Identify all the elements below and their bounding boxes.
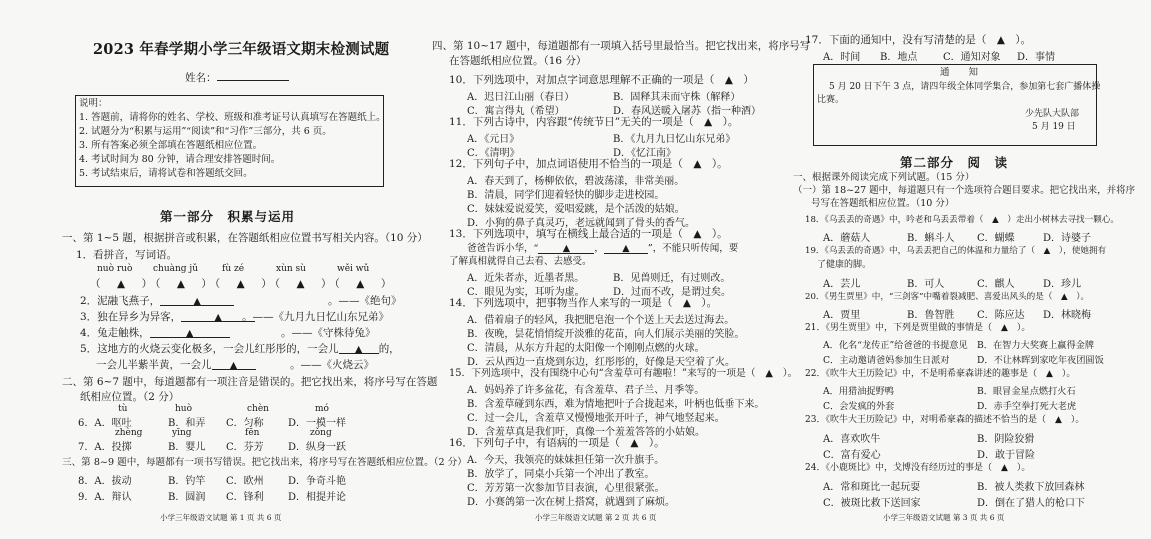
- q24-text: 24．《小鹿斑比》中，戈博没有经历过的事是（ ▲ ）。: [805, 463, 1031, 473]
- notice-body-2: 比赛。: [817, 95, 845, 105]
- notice-signature: 少先队大队部: [1025, 109, 1080, 119]
- q23-option-a: A．喜欢吹牛: [823, 434, 881, 445]
- reading-section-heading: 一、根据课外阅读完成下列试题。（15 分）: [793, 172, 975, 183]
- note-5: 5. 考试结束后，请将试卷和答题纸交回。: [79, 168, 253, 179]
- q11-option-d: D．《忆江南》: [613, 148, 677, 159]
- q19-option-d: D．珍儿: [1043, 279, 1082, 290]
- q9-option-c: C．锋利: [226, 492, 264, 503]
- q22-option-b: B．眼冒金星点燃打火石: [977, 386, 1076, 397]
- q15-option-a: A．妈妈养了许多盆花，有含羞草、君子兰、月季等。: [467, 385, 705, 396]
- q19-option-b: B．可人: [907, 279, 945, 290]
- note-1: 1. 答题前，请将你的姓名、学校、班级和准考证号认真填写在答题纸上。: [79, 112, 386, 123]
- section-2-heading: 二、第 6~7 题中，每道题都有一项注音是错误的。把它找出来，将序号写在答题: [62, 376, 438, 388]
- q16-option-d: D．小赛鸽第一次在树上搭窝，就遇到了麻烦。: [467, 497, 676, 508]
- q22-text: 22．《吹牛大王历险记》中，不是明希豪森讲述的趣事是（ ▲ ）。: [805, 369, 1076, 379]
- q3-line: 3．独在异乡为异客， ▲: [80, 311, 255, 324]
- q17-option-b: B．地点: [880, 52, 918, 63]
- q14-option-c: C．清晨，从东方升起的太阳像一个刚刚点燃的火球。: [467, 343, 705, 354]
- page-3: [785, 0, 1151, 539]
- q14-text: 14．下列选项中，把事物当作人来写的一项是（ ▲ ）。: [449, 297, 718, 309]
- q11-option-b: B．《九月九日忆山东兄弟》: [613, 134, 736, 145]
- q5-line-1: 5．这地方的火烧云变化极多，一会儿红彤彤的，一会儿 ▲ 的，: [80, 343, 400, 355]
- q6-option-a: 6．A．呕吐: [78, 418, 132, 429]
- q14-option-d: D．云从西边一直烧到东边，红彤彤的，好像是天空着了火。: [467, 357, 736, 368]
- q12-option-b: B．清晨，同学们迎着轻快的脚步走进校园。: [467, 190, 665, 201]
- q20-text: 20．《男生贾里》中，“三剑客”中嘴着裂减肥、喜爱出风头的是（ ▲ ）。: [805, 292, 1090, 302]
- q11-text: 11．下列古诗中，内容跟“传统节日”无关的一项是（ ▲ ）。: [449, 116, 739, 128]
- q10-text: 10．下列选项中，对加点字词意思理解不正确的一项是（ ▲ ）: [449, 74, 754, 86]
- q2-line: 2．泥融飞燕子， ▲: [80, 295, 234, 308]
- page-2: [415, 0, 811, 539]
- note-3: 3. 所有答案必须全部填在答题纸相应位置。: [79, 140, 263, 151]
- q9-option-d: D．相提并论: [288, 492, 347, 503]
- q1-answer-blanks: （ ▲ ）（ ▲ ）（ ▲ ）（ ▲ ）（ ▲ ）: [90, 278, 395, 290]
- q7-option-a: 7．A．投掷: [78, 442, 132, 453]
- q15-option-c: C．过一会儿，含羞草又慢慢地张开叶子，神气地竖起来。: [467, 413, 725, 424]
- q21-option-b: B．在智力大奖赛上赢得金牌: [977, 340, 1095, 351]
- q13-quote-cont: 了解真相就得自己去看、去感受。: [449, 256, 592, 267]
- part2-heading: 第二部分 阅 读: [900, 155, 1009, 170]
- q10-option-d: D．春风送暖入屠苏（指一种酒）: [613, 106, 762, 117]
- q19-option-c: C．麒人: [977, 279, 1015, 290]
- q6-pinyin-b: huò: [175, 404, 193, 414]
- q22-option-a: A．用猎油捉野鸭: [823, 386, 894, 397]
- q13-option-d: D．过而不改，是谓过矣。: [613, 287, 732, 298]
- note-2: 2. 试题分为“积累与运用”“阅读”和“习作”三部分，共 6 页。: [79, 126, 332, 137]
- reading-subsection-heading: （一）第 18~27 题中，每道题只有一个选项符合题目要求。把它找出来，并将序: [793, 185, 1136, 196]
- q22-option-c: C．会发疯的外套: [823, 401, 895, 412]
- q18-option-b: B．蝌斗人: [907, 233, 955, 244]
- q18-option-d: D．诗婆子: [1043, 233, 1092, 244]
- q5-source: 。——《火烧云》: [290, 359, 374, 371]
- q6-pinyin-d: mó: [315, 404, 329, 414]
- q17-text: 17．下面的通知中，没有写清楚的是（ ▲ ）。: [805, 34, 1032, 46]
- q18-option-c: C．蝴蝶: [977, 233, 1015, 244]
- q8-option-d: D．争奇斗艳: [288, 476, 347, 487]
- section-1-heading: 一、第 1~5 题，根据拼音或积累，在答题纸相应位置书写相关内容。（10 分）: [62, 232, 428, 244]
- q24-option-c: C．被斑比救下送回家: [823, 498, 921, 509]
- q7-pinyin-a: zhèng: [115, 428, 143, 438]
- q8-option-b: B．钓竿: [168, 476, 206, 487]
- q6-option-b: B．和弄: [168, 418, 206, 429]
- q19-text-cont: 了健康的脚。: [817, 260, 872, 270]
- q2-source: 。——《绝句》: [328, 295, 402, 307]
- q19-text: 19．《乌丢丢的奇遇》中，乌丢丢把自己的体温和力量给了（ ▲ ），使她拥有: [805, 246, 1107, 256]
- q12-option-d: D．小狗的鼻子真灵巧，老远就闻到了骨头的香气。: [467, 218, 696, 229]
- notes-head: 说明：: [79, 98, 108, 109]
- q7-option-c: C．芬芳: [226, 442, 264, 453]
- q6-option-c: C．匀称: [226, 418, 264, 429]
- q10-option-c: C．寓言得丸（希望）: [467, 106, 565, 117]
- q15-option-b: B．含羞草碰到东西，难为情地把叶子合拢起来，叶柄也低垂下来。: [467, 399, 765, 410]
- q4-line: 4．兔走触株， ▲: [80, 327, 230, 340]
- q3-source: 。——《九月九日忆山东兄弟》: [242, 311, 389, 323]
- q14-option-b: B．夜晚，昙花悄悄绽开淡雅的花苗，向人们展示美丽的笑脸。: [467, 329, 745, 340]
- q12-option-a: A．春天到了，杨柳依依，碧波荡漾，非常美丽。: [467, 176, 685, 187]
- section-2-heading-cont: 纸相应位置。（2 分）: [80, 391, 180, 403]
- q17-option-a: A．时间: [823, 52, 861, 63]
- part1-heading: 第一部分 积累与运用: [160, 209, 296, 224]
- q23-text: 23．《吹牛大王历险记》中，对明希豪森的描述不恰当的是（ ▲ ）。: [805, 415, 1085, 425]
- q12-option-c: C．妹妹爱说爱笑，爱唱爱跳，是个活泼的姑娘。: [467, 204, 685, 215]
- q6-pinyin-a: tù: [118, 404, 128, 414]
- q23-option-c: C．富有爱心: [823, 450, 881, 461]
- page-1: [0, 0, 467, 539]
- q19-option-a: A．芸儿: [823, 279, 861, 290]
- q10-option-a: A．迟日江山丽（春日）: [467, 92, 575, 103]
- q21-option-c: C．主动邀请爸妈参加生日派对: [823, 355, 950, 366]
- page-1-footer: 小学三年级语文试题 第 1 页 共 6 页: [160, 513, 282, 522]
- q18-text: 18．《乌丢丢的奇遇》中，吟老和乌丢丢带着（ ▲ ）走出小树林去寻找一颗心。: [805, 215, 1120, 225]
- q9-option-b: B．圆润: [168, 492, 206, 503]
- notice-date: 5 月 19 日: [1032, 122, 1076, 132]
- q7-pinyin-c: fēn: [245, 428, 260, 438]
- q11-option-a: A．《元日》: [467, 134, 520, 145]
- q13-quote: 爸爸告诉小华，“ ▲ ， ▲ ”，不能只听传闻，要: [467, 243, 739, 254]
- q20-option-c: C．陈应达: [977, 310, 1025, 321]
- q20-option-b: B．鲁智胜: [907, 310, 955, 321]
- q16-option-a: A．今天，我领亮的妹妹担任第一次升旗手。: [467, 455, 665, 466]
- q13-option-c: C．眼见为实，耳听为虚。: [467, 287, 585, 298]
- page-3-footer: 小学三年级语文试题 第 3 页 共 6 页: [883, 513, 1005, 522]
- q6-pinyin-c: chèn: [247, 404, 269, 414]
- q20-option-d: D．林晓梅: [1043, 310, 1092, 321]
- q18-option-a: A．蘑菇人: [823, 233, 871, 244]
- q1-text: 1．看拼音，写词语。: [76, 249, 178, 261]
- q21-text: 21．《男生贾里》中，下列是贾里做的事情是（ ▲ ）。: [805, 323, 1031, 333]
- q16-option-c: C．芳芳第一次参加节目表演，心里很紧张。: [467, 483, 665, 494]
- q8-option-a: 8．A．拔动: [78, 476, 132, 487]
- q7-pinyin-d: zǒng: [310, 428, 332, 438]
- q24-option-a: A．常和斑比一起玩耍: [823, 482, 921, 493]
- q13-option-b: B．见兽则迁，有过则改。: [613, 273, 731, 284]
- section-3-heading: 三、第 8~9 题中，每题都有一项书写错误。把它找出来，将序号写在答题纸相应位置。（2 分）: [62, 457, 467, 468]
- q14-option-a: A．借着扇子的轻风，我把肥皂泡一个个送上天去送过海去。: [467, 315, 735, 326]
- q16-option-b: B．放学了，同桌小兵第一个冲出了教室。: [467, 469, 655, 480]
- q4-source: 。——《守株待兔》: [281, 327, 376, 339]
- q7-option-b: B．婴儿: [168, 442, 206, 453]
- q9-option-a: 9．A．辩认: [78, 492, 132, 503]
- notice-title: 通 知: [940, 67, 979, 78]
- q7-option-d: D．纵身一跃: [288, 442, 347, 453]
- pinyin-1: nuò ruò: [97, 264, 133, 274]
- q17-option-d: D．事情: [1017, 52, 1056, 63]
- q5-line-2: 一会儿半紫半黄，一会儿 ▲: [96, 359, 256, 372]
- q23-option-b: B．阴险狡猾: [977, 434, 1035, 445]
- q16-text: 16．下列句子中，有语病的一项是（ ▲ ）。: [449, 437, 665, 449]
- q8-option-c: C．欧州: [226, 476, 264, 487]
- q24-option-d: D．倒在了猎人的枪口下: [977, 498, 1086, 509]
- q21-option-d: D．不让林晖到家吃年夜团圆饭: [977, 355, 1104, 366]
- q24-option-b: B．被人类救下放回森林: [977, 482, 1085, 493]
- q13-text: 13．下列选项中，填写在横线上最合适的一项是（ ▲ ）。: [449, 228, 728, 240]
- pinyin-3: fù zé: [222, 264, 245, 274]
- q13-option-a: A．近朱者赤，近墨者黑。: [467, 273, 585, 284]
- reading-subsection-heading-cont: 号写在答题纸相应位置。（10 分）: [811, 198, 955, 209]
- q20-option-a: A．贾里: [823, 310, 861, 321]
- notice-body-1: 5 月 20 日下午 3 点，请四年级全体同学集合，参加第七套广播体操: [829, 82, 1101, 92]
- q12-text: 12．下列句子中，加点词语使用不恰当的一项是（ ▲ ）。: [449, 158, 728, 170]
- page-2-footer: 小学三年级语文试题 第 2 页 共 6 页: [535, 513, 657, 522]
- q11-option-c: C．《清明》: [467, 148, 520, 159]
- q10-option-b: B．固释其耒而守株（解释）: [613, 92, 741, 103]
- name-label: 姓名：: [185, 70, 289, 85]
- q15-option-d: D．含羞草真是我们吁，真像一个羞羞答答的小姑娘。: [467, 427, 706, 438]
- q15-text: 15．下列选项中，没有围绕中心句“含羞草可有趣啦！”来写的一项是（ ▲ ）。: [449, 368, 798, 379]
- note-4: 4. 考试时间为 80 分钟，请合理安排答题时间。: [79, 154, 281, 165]
- q6-option-d: D．一模一样: [288, 418, 347, 429]
- q7-pinyin-b: yīng: [172, 428, 192, 438]
- pinyin-2: chuàng jǔ: [153, 264, 199, 274]
- q21-option-a: A．化名“龙传正”给爸爸的书提意见: [823, 340, 968, 351]
- pinyin-4: xùn sù: [276, 264, 306, 274]
- q17-option-c: C．通知对象: [943, 52, 1001, 63]
- q23-option-d: D．敢于冒险: [977, 450, 1036, 461]
- exam-title: 2023 年春学期小学三年级语文期末检测试题: [93, 41, 390, 58]
- q22-option-d: D．赤手空拳打死大老虎: [977, 401, 1077, 412]
- pinyin-5: wěi wǔ: [337, 264, 370, 274]
- section-4-heading-cont: 在答题纸相应位置。（16 分）: [449, 55, 587, 67]
- section-4-heading: 四、第 10~17 题中，每道题都有一项填入括号里最恰当。把它找出来，将序号写: [432, 40, 811, 52]
